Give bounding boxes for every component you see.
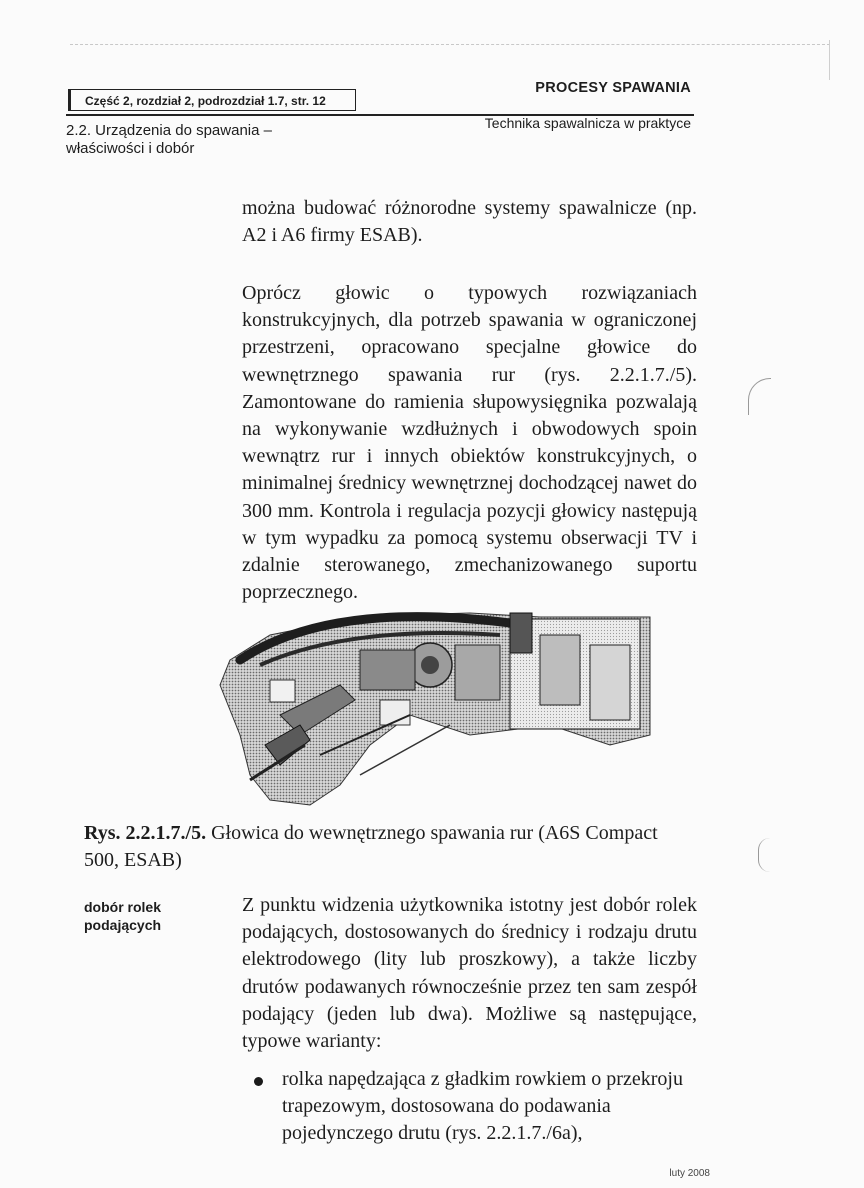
list-item-text: rolka napędzająca z gładkim rowkiem o przekroju trapezowym, dostosowana do podawania pojedynczego drutu (rys. 2.2.1.7./6a), [282, 1068, 683, 1144]
margin-mark [758, 838, 771, 872]
welding-head-figure [210, 605, 655, 810]
footer-date: luty 2008 [669, 1168, 710, 1179]
section-title: 2.2. Urządzenia do spawania – właściwości i dobór [66, 122, 272, 157]
margin-label: dobór rolek podających [84, 899, 162, 933]
scan-top-dashed-line [70, 44, 830, 45]
header-subtitle: Technika spawalnicza w praktyce [484, 115, 691, 131]
bullet-icon [254, 1077, 263, 1086]
margin-mark [748, 378, 771, 415]
figure-caption-label: Rys. 2.2.1.7./5. [84, 822, 207, 844]
paragraph-3: Z punktu widzenia użytkownika istotny jest dobór rolek podających, dostosowanych do średnicy i rodzaju drutu elektrodowego (lity lub proszkowy), a także liczby drutów podawanych równocześnie przez ten sam zespół podający (jeden lub dwa). Możliwe są następujące, typowe warianty: [242, 894, 697, 1053]
paragraph-2: Oprócz głowic o typowych rozwiązaniach konstrukcyjnych, dla potrzeb spawania w ograniczonej przestrzeni, opracowano specjalne głowice do wewnętrznego spawania rur (rys. 2.2.1.7./5). Zamontowane do ramienia słupowysięgnika pozwalają na wykonywanie wzdłużnych i obwodowych spoin wewnątrz rur i innych obiektów konstrukcyjnych, o minimalnej średnicy wewnętrznej dochodzącej nawet do 300 mm. Kontrola i regulacja pozycji głowicy następują w tym wypadku za pomocą systemu obserwacji TV i zdalnie sterowanego, zmechanizowanego suportu poprzecznego. [242, 282, 697, 604]
chapter-reference: Część 2, rozdział 2, podrozdział 1.7, str. 12 [85, 94, 326, 108]
header-title: PROCESY SPAWANIA [535, 80, 691, 96]
scan-edge-mark [829, 40, 830, 80]
figure-caption-text: Głowica do wewnętrznego spawania rur (A6S Compact 500, ESAB) [84, 822, 658, 871]
paragraph-1: można budować różnorodne systemy spawalnicze (np. A2 i A6 firmy ESAB). [242, 197, 697, 247]
chapter-reference-box [68, 89, 356, 111]
figure-caption [84, 820, 696, 874]
